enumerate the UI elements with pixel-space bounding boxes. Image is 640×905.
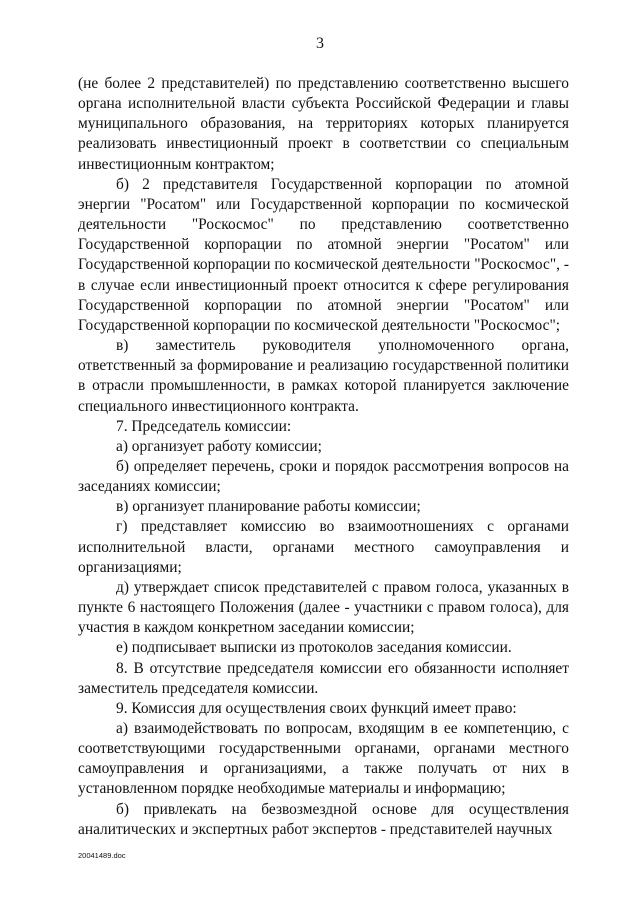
paragraph-7v: в) организует планирование работы комиссии; xyxy=(116,498,421,516)
paragraph-9b: б) привлекать на безвозмездной основе для осуществления аналитических и экспертных работ экспертов - представителей научных xyxy=(78,800,569,838)
page-number: 3 xyxy=(316,35,324,52)
paragraph-7g: г) представляет комиссию во взаимоотношениях с органами исполнительной власти, органами местного самоуправления и организациями; xyxy=(78,518,569,576)
paragraph-section-7: 7. Председатель комиссии: xyxy=(116,417,292,435)
paragraph-7b: б) определяет перечень, сроки и порядок рассмотрения вопросов на заседаниях комиссии; xyxy=(78,457,569,496)
paragraph-item-b-rosatom: б) 2 представителя Государственной корпорации по атомной энергии "Росатом" или Государственной корпорации по космической деятельности "Роскосмос" по представлению соответственно Государственной корпорации по атомной энергии "Росатом" или Государственной корпорации по космической деятельности "Роскосмос", - в случае если инвестиционный проект относится к сфере регулирования Государственной корпорации по атомной энергии "Росатом" или Государственной корпорации по космической деятельности "Роскосмос"; xyxy=(78,175,569,334)
paragraph-item-v-deputy: в) заместитель руководителя уполномоченного органа, ответственный за формирование и реализацию государственной политики в отрасли промышленности, в рамках которой планируется заключение специального инвестиционного контракта. xyxy=(78,337,569,415)
paragraph-7d: д) утверждает список представителей с правом голоса, указанных в пункте 6 настоящего Положения (далее - участники с правом голоса), для участия в каждом конкретном заседании комиссии; xyxy=(78,578,569,637)
paragraph-7e: е) подписывает выписки из протоколов заседания комиссии. xyxy=(116,639,512,657)
paragraph-7a: а) организует работу комиссии; xyxy=(116,437,322,455)
document-body xyxy=(78,74,569,840)
footer-filename: 20041489.doc xyxy=(78,851,126,860)
paragraph-section-8: 8. В отсутствие председателя комиссии его обязанности исполняет заместитель председателя комиссии. xyxy=(78,659,569,697)
paragraph-section-9: 9. Комиссия для осуществления своих функций имеет право: xyxy=(116,699,517,717)
paragraph-9a: а) взаимодействовать по вопросам, входящим в ее компетенцию, с соответствующими государственными органами, органами местного самоуправления и организациями, а также получать от них в установленном порядке необходимые материалы и информацию; xyxy=(78,720,569,798)
paragraph-continuation: (не более 2 представителей) по представлению соответственно высшего органа исполнительной власти субъекта Российской Федерации и главы муниципального образования, на территориях которых планируется реализовать инвестиционный проект в соответствии со специальным инвестиционным контрактом; xyxy=(78,75,569,173)
